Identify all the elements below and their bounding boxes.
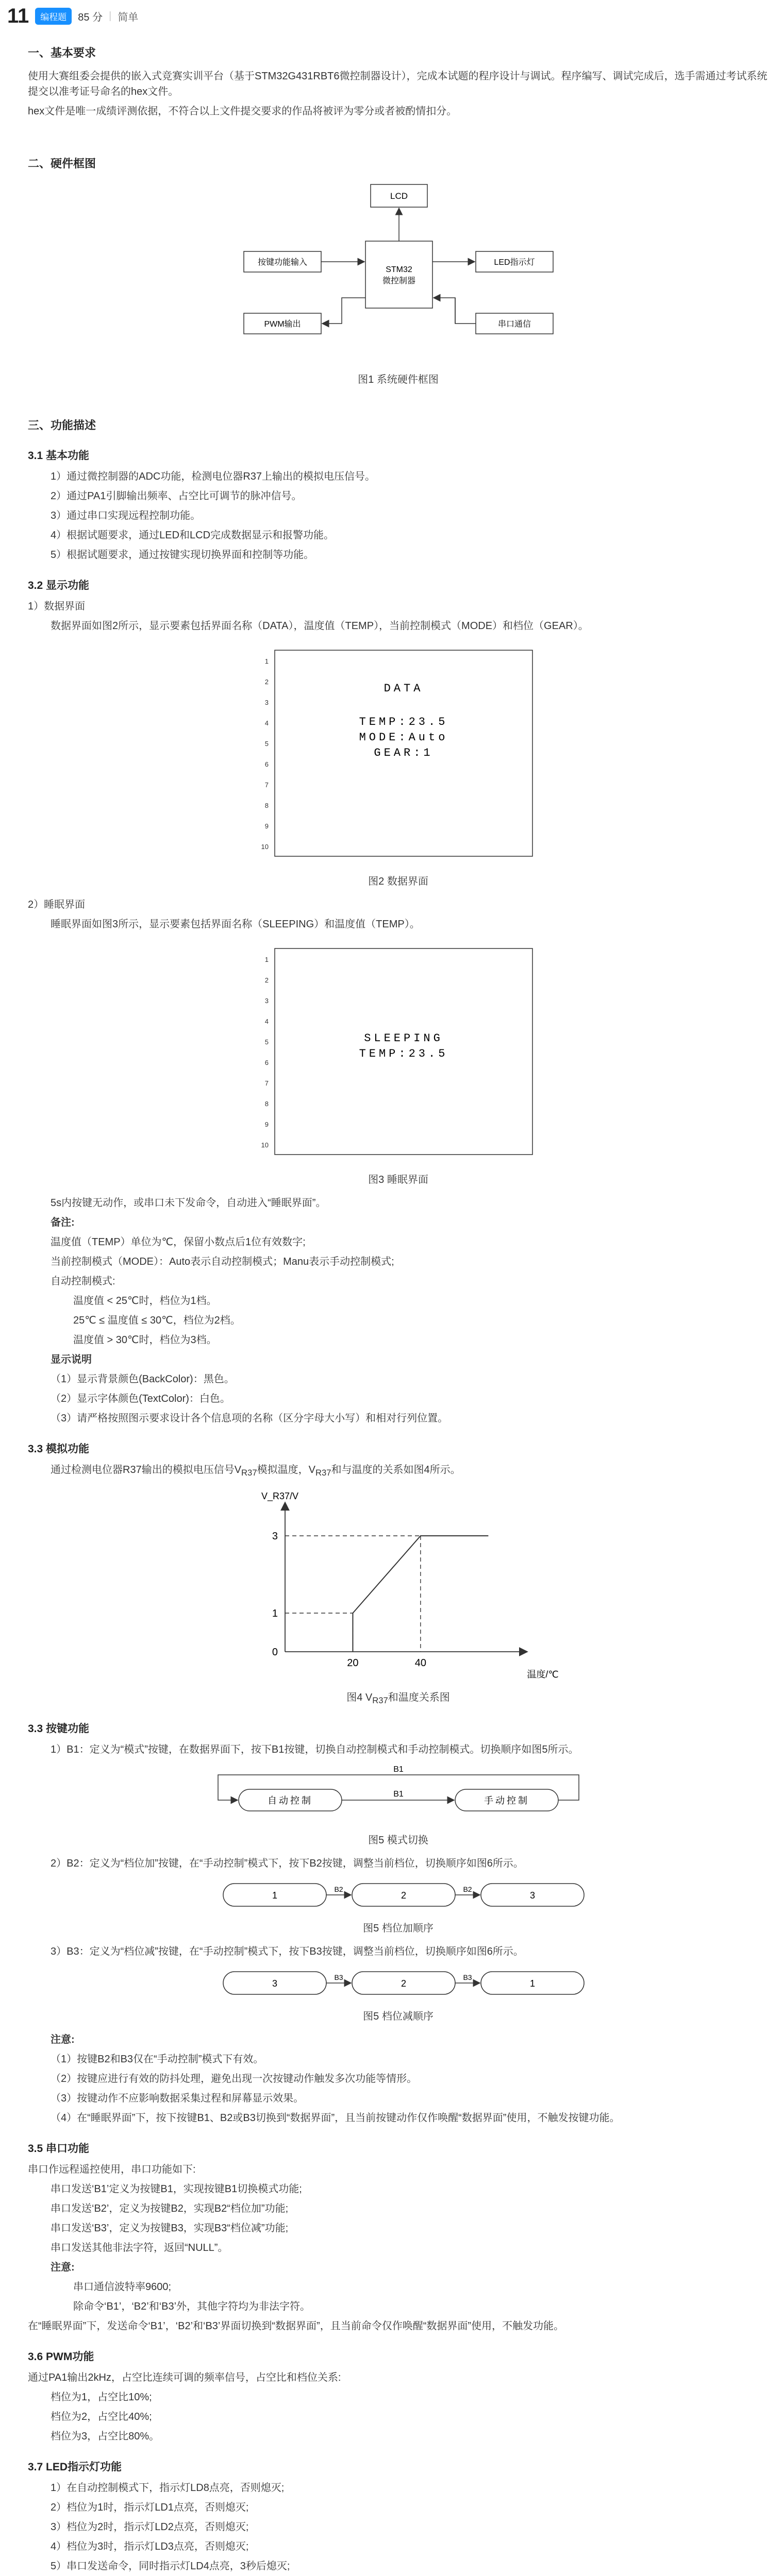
lcd-row-number: 2	[264, 678, 269, 686]
figure-caption: 图5 模式切换	[368, 1835, 428, 1846]
paragraph: （2）按键应进行有效的防抖处理，避免出现一次按键动作触发多次功能等情形。	[51, 2073, 418, 2084]
voltage-temperature-chart	[213, 1487, 584, 1683]
section-title: 三、功能描述	[28, 419, 96, 432]
text-part: 和与温度的关系如图4所示。	[331, 1464, 461, 1476]
figure-caption: 图3 睡眠界面	[368, 1174, 428, 1185]
paragraph: 5s内按键无动作，或串口未下发命令，自动进入“睡眠界面”。	[51, 1197, 326, 1209]
svg-text:3: 3	[272, 1978, 277, 1989]
y-tick-label: 3	[272, 1531, 278, 1542]
figure-caption: 图1 系统硬件框图	[358, 374, 439, 385]
button-label: 按键功能输入	[257, 258, 307, 267]
paragraph: 自动控制模式:	[51, 1276, 115, 1287]
mcu-label-2: 微控制器	[382, 277, 415, 285]
paragraph: 睡眠界面如图3所示，显示要素包括界面名称（SLEEPING）和温度值（TEMP）。	[51, 919, 420, 930]
question-type-badge: 编程题	[35, 8, 72, 25]
subsection-title: 3.1 基本功能	[28, 450, 90, 462]
subscript: R37	[241, 1468, 257, 1478]
difficulty-label: 简单	[118, 11, 139, 23]
subscript: R37	[315, 1468, 331, 1478]
paragraph: 在“睡眠界面”下，发送命令‘B1’，‘B2’和‘B3’界面切换到“数据界面”，且当前命令仅作唤醒“数据界面”使用，不触发功能。	[28, 2320, 564, 2332]
paragraph: 串口发送其他非法字符，返回“NULL”。	[51, 2242, 228, 2253]
list-item: 3）档位为2时，指示灯LD2点亮，否则熄灭;	[51, 2521, 249, 2533]
list-item: 5）串口发送命令，同时指示灯LD4点亮，3秒后熄灭;	[51, 2561, 290, 2572]
paragraph: 通过PA1输出2kHz，占空比连续可调的频率信号，占空比和档位关系:	[28, 2372, 341, 2383]
y-tick-label: 1	[272, 1608, 278, 1619]
text-part: 模拟温度，V	[257, 1464, 315, 1476]
auto-mode-label: 自动控制	[267, 1795, 313, 1806]
subscript: R37	[372, 1696, 388, 1705]
x-tick-label: 20	[346, 1657, 359, 1669]
lcd-row-number: 10	[261, 1141, 269, 1149]
paragraph: 串口发送‘B2’，定义为按键B2，实现B2“档位加”功能;	[51, 2203, 289, 2214]
lcd-row-number: 10	[261, 843, 269, 851]
lcd-row-number: 8	[264, 802, 269, 809]
paragraph: hex文件是唯一成绩评测依据，不符合以上文件提交要求的作品将被评为零分或者被酌情扣分。	[28, 106, 457, 117]
lcd-row-number: 4	[264, 719, 269, 727]
paragraph: 1）数据界面	[28, 601, 86, 612]
lcd-label: LCD	[390, 191, 408, 201]
lcd-row-number: 8	[264, 1100, 269, 1108]
lcd-row-number: 9	[264, 1121, 269, 1128]
note-heading: 注意:	[51, 2262, 75, 2273]
lcd-row-number: 6	[264, 1059, 269, 1066]
arrow	[322, 298, 365, 324]
subsection-title: 3.3 模拟功能	[28, 1443, 90, 1455]
paragraph: 除命令‘B1’，‘B2’和‘B3’外，其他字符均为非法字符。	[73, 2301, 311, 2312]
lcd-row-number: 3	[264, 699, 269, 706]
paragraph: 温度值 > 30℃时，档位为3档。	[73, 1334, 217, 1346]
b1-label: B1	[393, 1765, 404, 1774]
list-item: 1）在自动控制模式下，指示灯LD8点亮，否则熄灭;	[51, 2482, 285, 2494]
svg-text:2: 2	[401, 1890, 406, 1901]
svg-text:1: 1	[272, 1890, 277, 1901]
subsection-title: 3.6 PWM功能	[28, 2351, 94, 2363]
question-header	[0, 0, 783, 32]
list-item: 4）根据试题要求，通过LED和LCD完成数据显示和报警功能。	[51, 530, 335, 541]
paragraph: 1）B1：定义为“模式”按键，在数据界面下，按下B1按键，切换自动控制模式和手动控制模式。切换顺序如图5所示。	[51, 1744, 579, 1755]
subsection-title: 3.5 串口功能	[28, 2143, 90, 2155]
lcd-row-number: 9	[264, 822, 269, 830]
lcd-row-number: 7	[264, 1079, 269, 1087]
subsection-title: 3.3 按键功能	[28, 1723, 90, 1735]
paragraph: （1）显示背景颜色(BackColor)：黑色。	[51, 1374, 235, 1385]
lcd-line-mode: MODE:Auto	[359, 731, 448, 744]
paragraph: 串口发送‘B3’，定义为按键B3，实现B3“档位减”功能;	[51, 2223, 289, 2234]
list-item: 4）档位为3时，指示灯LD3点亮，否则熄灭;	[51, 2541, 249, 2552]
paragraph: 当前控制模式（MODE）：Auto表示自动控制模式；Manu表示手动控制模式;	[51, 1256, 394, 1267]
paragraph: 2）睡眠界面	[28, 899, 86, 910]
paragraph: 2）B2：定义为“档位加”按键，在“手动控制”模式下，按下B2按键，调整当前档位，切换顺序如图6所示。	[51, 1858, 524, 1869]
svg-text:B2: B2	[334, 1885, 343, 1893]
subsection-title: 3.2 显示功能	[28, 580, 90, 591]
lcd-line-temp: TEMP:23.5	[359, 1047, 448, 1060]
paragraph: 3）B3：定义为“档位减”按键，在“手动控制”模式下，按下B3按键，调整当前档位，切换顺序如图6所示。	[51, 1946, 524, 1957]
svg-text:B3: B3	[462, 1973, 472, 1981]
hardware-block-diagram	[234, 179, 563, 365]
figure-caption: 图2 数据界面	[368, 876, 428, 887]
paragraph: 档位为3，占空比80%。	[51, 2431, 160, 2442]
y-axis-label: V_R37/V	[261, 1491, 298, 1501]
lcd-line-title: DATA	[384, 682, 423, 695]
sleep-interface-lcd	[254, 938, 543, 1165]
svg-text:3: 3	[529, 1890, 535, 1901]
lcd-row-number: 5	[264, 1038, 269, 1046]
mcu-block	[365, 241, 432, 308]
list-item: 3）通过串口实现远程控制功能。	[51, 510, 201, 521]
lcd-line-temp: TEMP:23.5	[359, 716, 448, 728]
lcd-row-number: 7	[264, 781, 269, 789]
paragraph: （3）请严格按照图示要求设计各个信息项的名称（区分字母大小写）和相对行列位置。	[51, 1413, 448, 1424]
paragraph: （2）显示字体颜色(TextColor)：白色。	[51, 1393, 230, 1404]
lcd-row-number: 3	[264, 997, 269, 1005]
subsection-title: 3.7 LED指示灯功能	[28, 2461, 122, 2473]
lcd-line-title: SLEEPING	[363, 1032, 443, 1045]
lcd-line-gear: GEAR:1	[373, 747, 434, 759]
paragraph: 25℃ ≤ 温度值 ≤ 30℃，档位为2档。	[73, 1315, 241, 1326]
paragraph: （1）按键B2和B3仅在“手动控制”模式下有效。	[51, 2054, 264, 2065]
x-axis-label: 温度/℃	[526, 1669, 559, 1680]
lcd-row-number: 1	[264, 657, 269, 665]
lcd-row-number: 4	[264, 1018, 269, 1025]
paragraph: 数据界面如图2所示，显示要素包括界面名称（DATA），温度值（TEMP），当前控制模式（MODE）和档位（GEAR）。	[51, 620, 589, 632]
list-item: 2）通过PA1引脚输出频率、占空比可调节的脉冲信号。	[51, 490, 302, 502]
lcd-row-number: 1	[264, 956, 269, 963]
b1-label: B1	[393, 1790, 404, 1799]
svg-text:B3: B3	[334, 1973, 343, 1981]
caption-part: 图4 V	[346, 1692, 373, 1703]
list-item: 2）档位为1时，指示灯LD1点亮，否则熄灭;	[51, 2502, 249, 2513]
paragraph: 温度值 < 25℃时，档位为1档。	[73, 1295, 217, 1307]
pwm-label: PWM输出	[263, 320, 301, 329]
question-number: 11	[7, 4, 29, 27]
arrow	[434, 298, 476, 324]
paragraph: （3）按键动作不应影响数据采集过程和屏幕显示效果。	[51, 2093, 304, 2104]
paragraph: 温度值（TEMP）单位为℃，保留小数点后1位有效数字;	[51, 1236, 306, 1248]
note-heading: 注意:	[51, 2034, 75, 2045]
svg-text:B2: B2	[462, 1885, 472, 1893]
gear-down-diagram	[203, 1965, 594, 2002]
paragraph	[51, 1462, 769, 1481]
paragraph: 串口作远程遥控使用，串口功能如下:	[28, 2164, 196, 2175]
y-tick-label: 0	[272, 1647, 278, 1658]
list-item: 5）根据试题要求，通过按键实现切换界面和控制等功能。	[51, 549, 314, 561]
gear-up-diagram	[203, 1877, 594, 1913]
divider: |	[109, 10, 112, 22]
lcd-row-number: 6	[264, 760, 269, 768]
paragraph: 串口发送‘B1’定义为按键B1，实现按键B1切换模式功能;	[51, 2183, 302, 2195]
serial-label: 串口通信	[497, 320, 531, 329]
data-interface-lcd	[254, 640, 543, 867]
paragraph: （4）在“睡眠界面”下，按下按键B1、B2或B3切换到“数据界面”，且当前按键动作仅作唤醒“数据界面”使用，不触发按键功能。	[51, 2112, 620, 2124]
section-title: 一、基本要求	[28, 46, 96, 59]
x-tick-label: 40	[414, 1657, 426, 1669]
caption-part: 和温度关系图	[388, 1692, 450, 1703]
manual-mode-label: 手动控制	[484, 1795, 529, 1806]
note-heading: 显示说明	[51, 1354, 92, 1365]
paragraph: 使用大赛组委会提供的嵌入式竞赛实训平台（基于STM32G431RBT6微控制器设计），完成本试题的程序设计与调试。程序编写、调试完成后，选手需通过考试系统提交以准考证号命名的hex文件。	[28, 71, 768, 97]
paragraph: 档位为1，占空比10%;	[51, 2392, 152, 2403]
list-item: 1）通过微控制器的ADC功能，检测电位器R37上输出的模拟电压信号。	[51, 471, 376, 482]
figure-caption	[28, 1689, 769, 1706]
question-score: 85 分	[78, 11, 103, 23]
paragraph: 档位为2，占空比40%;	[51, 2411, 152, 2422]
mode-switch-diagram	[203, 1764, 594, 1825]
text-part: 通过检测电位器R37输出的模拟电压信号V	[51, 1464, 242, 1476]
svg-text:1: 1	[529, 1978, 535, 1989]
question-body	[0, 44, 783, 2576]
svg-text:2: 2	[401, 1978, 406, 1989]
paragraph: 串口通信波特率9600;	[73, 2281, 172, 2293]
lcd-row-number: 2	[264, 976, 269, 984]
note-heading: 备注:	[51, 1217, 75, 1228]
figure-caption: 图5 档位减顺序	[363, 2011, 434, 2022]
lcd-row-number: 5	[264, 740, 269, 748]
section-title: 二、硬件框图	[28, 157, 96, 170]
mcu-label: STM32	[385, 265, 412, 274]
led-label: LED指示灯	[493, 258, 535, 267]
figure-caption: 图5 档位加顺序	[363, 1923, 434, 1934]
